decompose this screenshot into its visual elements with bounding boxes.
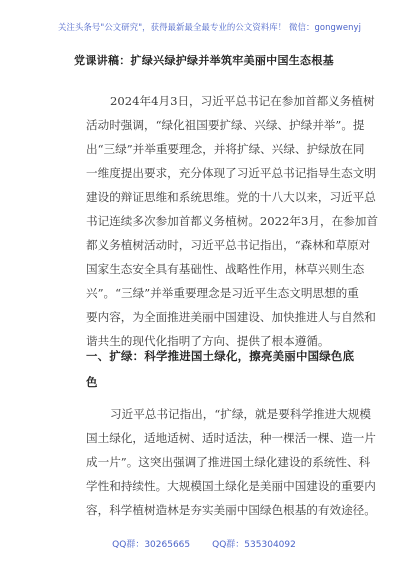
paragraph-line: 书记连续多次参加首都义务植树。2022年3月，在参加首 bbox=[86, 214, 378, 228]
paragraph-line: 兴”。“三绿”并举重要理念是习近平生态文明思想的重 bbox=[86, 286, 359, 300]
paragraph-line: 习近平总书记指出，“扩绿，就是要科学推进大规模 bbox=[110, 407, 371, 421]
paragraph-line: 谐共生的现代化指明了方向、提供了根本遵循。 bbox=[86, 334, 330, 348]
paragraph-1 bbox=[86, 89, 378, 353]
footer-qq-group-2: QQ群：535304092 bbox=[212, 540, 296, 550]
section-heading-1 bbox=[86, 343, 354, 395]
paragraph-line: 一维度提出要求，充分体现了习近平总书记指导生态文明 bbox=[86, 166, 376, 180]
footer-contact bbox=[0, 537, 408, 550]
paragraph-2 bbox=[86, 402, 376, 522]
paragraph-line: 成一片”。这突出强调了推进国土绿化建设的系统性、科 bbox=[86, 455, 371, 469]
paragraph-line: 容，科学植树造林是夯实美丽中国绿色根基的有效途径。 bbox=[86, 503, 376, 517]
paragraph-line: 出“三绿”并举重要理念，并将扩绿、兴绿、护绿放在同 bbox=[86, 142, 365, 156]
document-title: 党课讲稿：扩绿兴绿护绿并举筑牢美丽中国生态根基 bbox=[74, 54, 334, 67]
footer-qq-group-1: QQ群：30265665 bbox=[112, 540, 191, 550]
paragraph-line: 建设的辩证思维和系统思维。党的十八大以来，习近平总 bbox=[86, 190, 376, 204]
paragraph-line: 都义务植树活动时，习近平总书记指出，“森林和草原对 bbox=[86, 238, 371, 252]
paragraph-line: 国土绿化，适地适树、适时适法，种一棵活一棵、造一片 bbox=[86, 431, 376, 445]
paragraph-line: 活动时强调，“绿化祖国要扩绿、兴绿、护绿并举”。提 bbox=[86, 118, 365, 132]
paragraph-line: 国家生态安全具有基础性、战略性作用，林草兴则生态 bbox=[86, 262, 365, 276]
heading-line: 色 bbox=[86, 375, 98, 389]
paragraph-line: 2024年4月3日，习近平总书记在参加首都义务植树 bbox=[110, 94, 375, 108]
header-promo-text: 关注头条号"公文研究"，获得最新最全最专业的公文资料库！ 微信：gongwenyj bbox=[58, 22, 361, 32]
paragraph-line: 要内容，为全面推进美丽中国建设、加快推进人与自然和 bbox=[86, 310, 376, 324]
paragraph-line: 学性和持续性。大规模国土绿化是美丽中国建设的重要内 bbox=[86, 479, 376, 493]
heading-line: 一、扩绿：科学推进国土绿化，擦亮美丽中国绿色底 bbox=[86, 349, 354, 363]
